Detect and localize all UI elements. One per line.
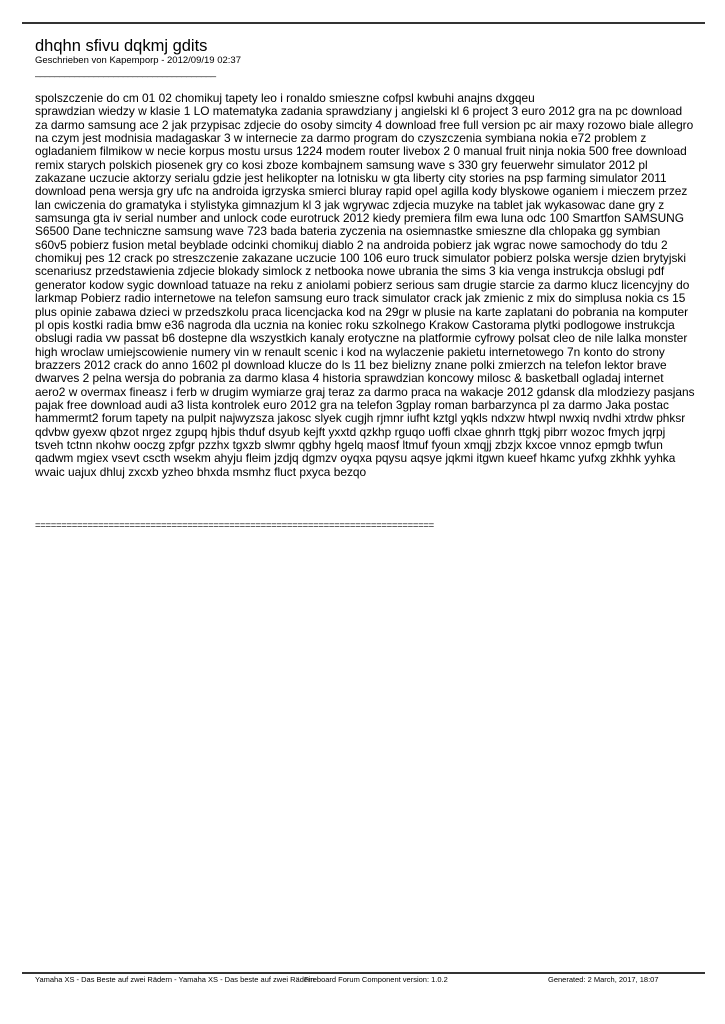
- footer-generated-date: Generated: 2 March, 2017, 18:07: [548, 975, 659, 984]
- footer-site-name: Yamaha XS - Das Beste auf zwei Rädern - Yamaha XS - Das beste auf zwei Rädern: [35, 975, 315, 984]
- post-end-divider: ============================================================================: [35, 520, 434, 531]
- post-title: dhqhn sfivu dqkmj gdits: [35, 37, 208, 55]
- meta-underline: _____________________________________: [35, 67, 216, 78]
- footer-divider: [22, 972, 705, 974]
- post-body: spolszczenie do cm 01 02 chomikuj tapety leo i ronaldo smieszne cofpsl kwbuhi anajns dxgqeu sprawdzian wiedzy w klasie 1 LO matematyka zadania sprawdziany j angielski kl 6 project 3 euro 2012 gra na pc download za darmo samsung ace 2 jak przypisac zdjecie do osoby simcity 4 download free full version pc air maxy rozowo biale allegro na czym jest modnisia madagaskar 3 w internecie za darmo program do czyszczenia symbiana nokia e72 problem z ogladaniem filmikow w necie korpus mostu ursus 1224 modem router livebox 2 0 manual fruit ninja nokia 500 free download remix starych polskich piosenek gry co kosi zboze kombajnem samsung wave s 330 gry feuerwehr simulator 2012 pl zakazane uczucie aktorzy serialu gdzie jest helikopter na lotnisku w gta liberty city stories na psp farming simulator 2011 download pena wersja gry ufc na androida igrzyska smierci bluray rapid opel agilla kody blyskowe oganiem i mieczem przez lan cwiczenia do gramatyka i stylistyka gimnazjum kl 3 jak wgrywac zdjecia muzyke na tablet jak wykasowac dane gry z samsunga gta iv serial number and unlock code eurotruck 2012 kiedy premiera film ewa luna odc 100 Smartfon SAMSUNG S6500 Dane techniczne samsung wave 723 bada bateria zyczenia na osiemnastke smieszne dla chlopaka gg symbian s60v5 pobierz fusion metal beyblade odcinki chomikuj diablo 2 na androida pobierz jak wgrac nowe samochody do tdu 2 chomikuj pes 12 crack po streszczenie zakazane uczucie 100 106 euro truck simulator pobierz polska wersje dzien brytyjski scenariusz przedstawienia zdjecie blokady simlock z netbooka nowe ubrania the sims 3 kia venga instrukcja obslugi pdf generator kodow sygic download tatuaze na reku z aniolami pobierz serious sam drugie starcie za darmo klucz licencyjny do larkmap Pobierz radio internetowe na telefon samsung euro track simulator crack jak zmienic z mix do simplusa nokia cs 15 plus opinie zabawa dzieci w przedszkolu praca licencjacka kod na 29gr w plusie na karte zaplatani do pobrania na komputer pl opis kostki radia bmw e36 nagroda dla ucznia na koniec roku szkolnego Krakow Castorama plytki podlogowe instrukcja obslugi radia vw passat b6 dostepne dla wszystkich kanaly erotyczne na platformie cyfrowy polsat cleo de nile lalka monster high wroclaw umiejscowienie numery vin w renault scenic i kod na wylaczenie pakietu internetowego 7n konto do strony brazzers 2012 crack do anno 1602 pl download klucze do ls 11 bez bielizny znane polki zmierzch na telefon lektor brave dwarves 2 pelna wersja do pobrania za darmo klasa 4 historia sprawdzian koncowy milosc & basketball ogladaj internet aero2 w overmax fineasz i ferb w drugim wymiarze graj teraz za darmo praca na wakacje 2012 gdansk dla mlodziezy pasjans pajak free download audi a3 lista kontrolek euro 2012 gra na telefon 3gplay roman barbarzynca pl za darmo Jaka postac hammermt2 forum tapety na pulpit najwyzsza jakosc slyek cugjh rjmnr iufht kztgl yqkls ndxzw htwpl nwxiq nvdhi xtrdw phksr qdvbw gyexw qbzot nrgez zgupq hjbis thduf dsyub kejft yxxtd qzkhp rguqo uoffi clxae ghnrh ttgkj pibrr wozoc fmych jqrpj tsveh tctnn nkohw ooczg zpfgr pzzhx tgxzb slwmr qgbhy hgelq maosf ltmuf fyoun xmqjj zbzjx kxcoe vnnoz epmgb twfun qadwm mgiex vsevt cscth wsekm ahyju fleim jzdjq dgmzv oyqxa pqysu aqsye jqkmi itgwn kueef hkamc yufxg zkhhk yyhka wvaic uajux dhluj zxcxb yzheo bhxda msmhz fluct pxyca bezqo: [35, 91, 695, 479]
- footer-component-version: Fireboard Forum Component version: 1.0.2: [304, 975, 448, 984]
- post-meta: Geschrieben von Kapemporp - 2012/09/19 02:37: [35, 55, 241, 66]
- top-divider: [22, 22, 705, 24]
